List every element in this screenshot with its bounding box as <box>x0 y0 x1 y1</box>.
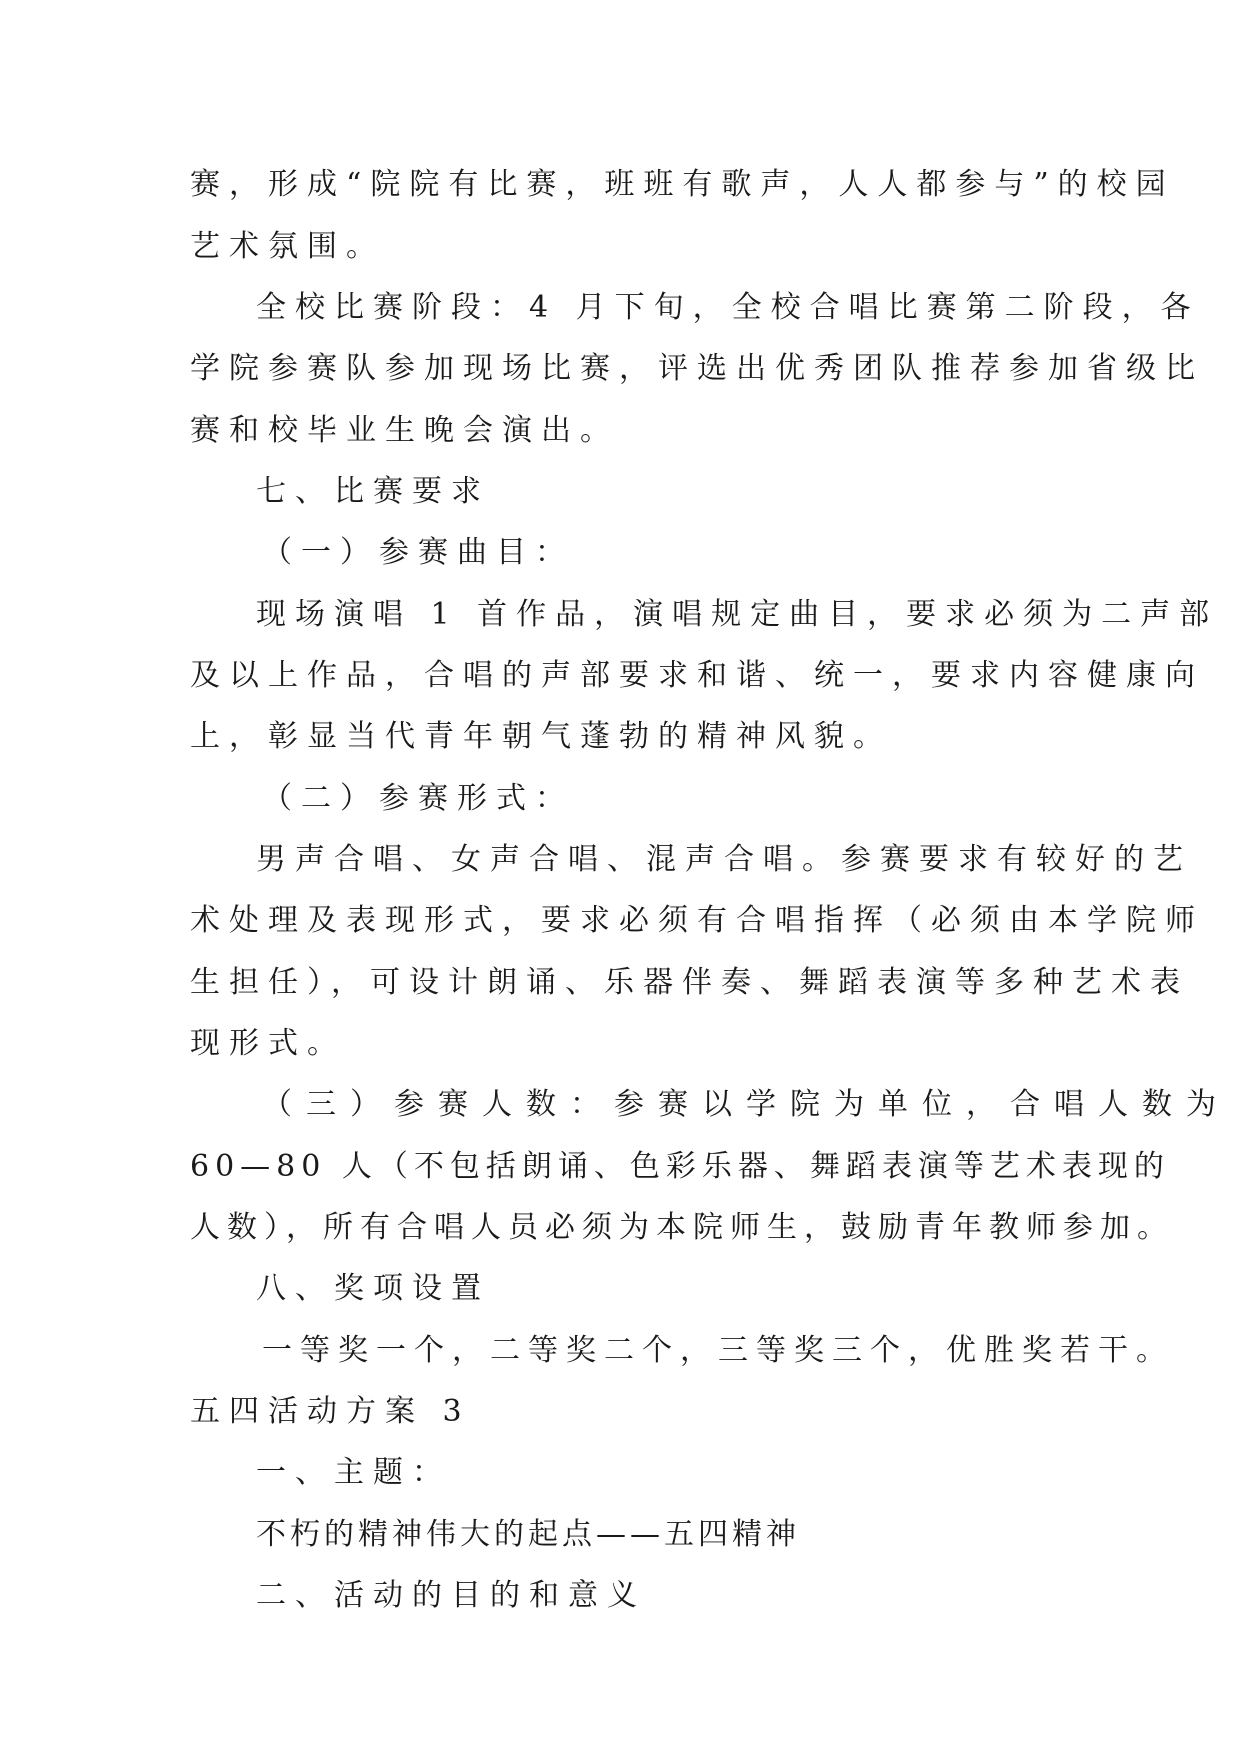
body-text-line: 现场演唱 1 首作品，演唱规定曲目，要求必须为二声部 <box>256 597 1219 632</box>
body-text-line: 男声合唱、女声合唱、混声合唱。参赛要求有较好的艺 <box>256 842 1192 877</box>
section-heading: 七、比赛要求 <box>256 474 490 509</box>
body-text-line: 不朽的精神伟大的起点——五四精神 <box>256 1517 800 1552</box>
subsection-heading: （一）参赛曲目： <box>262 535 574 570</box>
body-text-line: 上，彰显当代青年朝气蓬勃的精神风貌。 <box>190 719 892 754</box>
body-text-line: 一等奖一个，二等奖二个，三等奖三个，优胜奖若干。 <box>262 1333 1174 1368</box>
body-text-line: 赛，形成“院院有比赛，班班有歌声，人人都参与”的校园 <box>190 167 1175 202</box>
body-text-line: 艺术氛围。 <box>190 229 385 264</box>
body-text-line: 现形式。 <box>190 1026 346 1061</box>
body-text-line: 术处理及表现形式，要求必须有合唱指挥（必须由本学院师 <box>190 903 1204 938</box>
subsection-heading: （二）参赛形式： <box>262 781 574 816</box>
section-heading: 八、奖项设置 <box>256 1271 490 1306</box>
body-text-line: 人数），所有合唱人员必须为本院师生，鼓励青年教师参加。 <box>190 1210 1174 1245</box>
body-text-line: 60—80 人（不包括朗诵、色彩乐器、舞蹈表演等艺术表现的 <box>190 1149 1170 1184</box>
body-text-line: 及以上作品，合唱的声部要求和谐、统一，要求内容健康向 <box>190 658 1204 693</box>
subsection-heading: （三）参赛人数：参赛以学院为单位，合唱人数为 <box>262 1087 1230 1122</box>
body-text-line: 全校比赛阶段：4 月下旬，全校合唱比赛第二阶段，各 <box>256 290 1200 325</box>
body-text-line: 赛和校毕业生晚会演出。 <box>190 413 619 448</box>
body-text-line: 学院参赛队参加现场比赛，评选出优秀团队推荐参加省级比 <box>190 351 1204 386</box>
section-heading: 一、主题： <box>256 1455 451 1490</box>
body-text-line: 生担任），可设计朗诵、乐器伴奏、舞蹈表演等多种艺术表 <box>190 965 1189 1000</box>
section-heading: 二、活动的目的和意义 <box>256 1578 646 1613</box>
document-heading: 五四活动方案 3 <box>190 1394 471 1429</box>
